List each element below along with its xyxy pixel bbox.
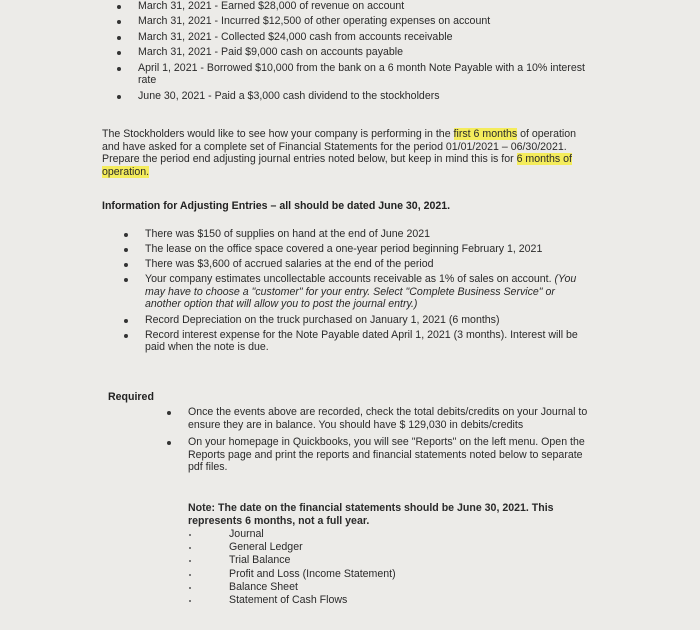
- report-item: Profit and Loss (Income Statement): [229, 568, 479, 581]
- highlight-6-months-operation: 6 months of operation.: [102, 153, 572, 178]
- list-item: There was $150 of supplies on hand at the end of June 2021: [145, 228, 585, 241]
- customer-note: (You may have to choose a "customer" for your entry. Select "Complete Business Service" or another option that will allow you to post the journal entry.): [145, 273, 577, 311]
- list-item: Record interest expense for the Note Payable dated April 1, 2021 (3 months). Interest will be paid when the note is due.: [145, 329, 585, 354]
- report-item: Trial Balance: [229, 554, 479, 567]
- highlight-first-6-months: first 6 months: [453, 128, 518, 140]
- adjusting-entries-list: [145, 228, 585, 356]
- uncollectable-text: Your company estimates uncollectable accounts receivable as 1% of sales on account.: [145, 273, 552, 286]
- list-item: April 1, 2021 - Borrowed $10,000 from the bank on a 6 month Note Payable with a 10% interest rate: [138, 62, 588, 87]
- report-item: General Ledger: [229, 541, 479, 554]
- report-item: Journal: [229, 528, 479, 541]
- intro-text: of operation and have asked for a complete set of Financial Statements for the period 01/01/2021 – 06/30/2021. Prepare the period end adjusting journal entries noted below, but keep in mind this is for: [102, 128, 577, 166]
- adjusting-entries-heading: Information for Adjusting Entries – all should be dated June 30, 2021.: [102, 200, 451, 212]
- report-item: Statement of Cash Flows: [229, 594, 479, 607]
- list-item: [145, 273, 585, 311]
- list-item: Record Depreciation on the truck purchased on January 1, 2021 (6 months): [145, 314, 585, 327]
- required-heading: Required: [108, 391, 154, 403]
- list-item: Once the events above are recorded, check the total debits/credits on your Journal to ensure they are in balance. You should have $ 129,030 in debits/credits: [188, 406, 588, 431]
- intro-text: The Stockholders would like to see how your company is performing in the: [102, 128, 454, 140]
- list-item: March 31, 2021 - Paid $9,000 cash on accounts payable: [138, 46, 588, 59]
- list-item: March 31, 2021 - Collected $24,000 cash from accounts receivable: [138, 31, 588, 44]
- report-item: Balance Sheet: [229, 581, 479, 594]
- list-item: March 31, 2021 - Earned $28,000 of revenue on account: [138, 0, 588, 13]
- reports-list: [229, 528, 479, 607]
- intro-paragraph: [102, 128, 592, 178]
- list-item: There was $3,600 of accrued salaries at the end of the period: [145, 258, 585, 271]
- list-item: On your homepage in Quickbooks, you will see "Reports" on the left menu. Open the Reports page and print the reports and financial statements noted below to separate pdf files.: [188, 436, 588, 474]
- required-list: [188, 406, 588, 479]
- transaction-list: [138, 0, 588, 105]
- list-item: The lease on the office space covered a one-year period beginning February 1, 2021: [145, 243, 585, 256]
- list-item: March 31, 2021 - Incurred $12,500 of other operating expenses on account: [138, 15, 588, 28]
- date-note: Note: The date on the financial statements should be June 30, 2021. This represents 6 months, not a full year.: [188, 502, 554, 527]
- list-item: June 30, 2021 - Paid a $3,000 cash dividend to the stockholders: [138, 90, 588, 103]
